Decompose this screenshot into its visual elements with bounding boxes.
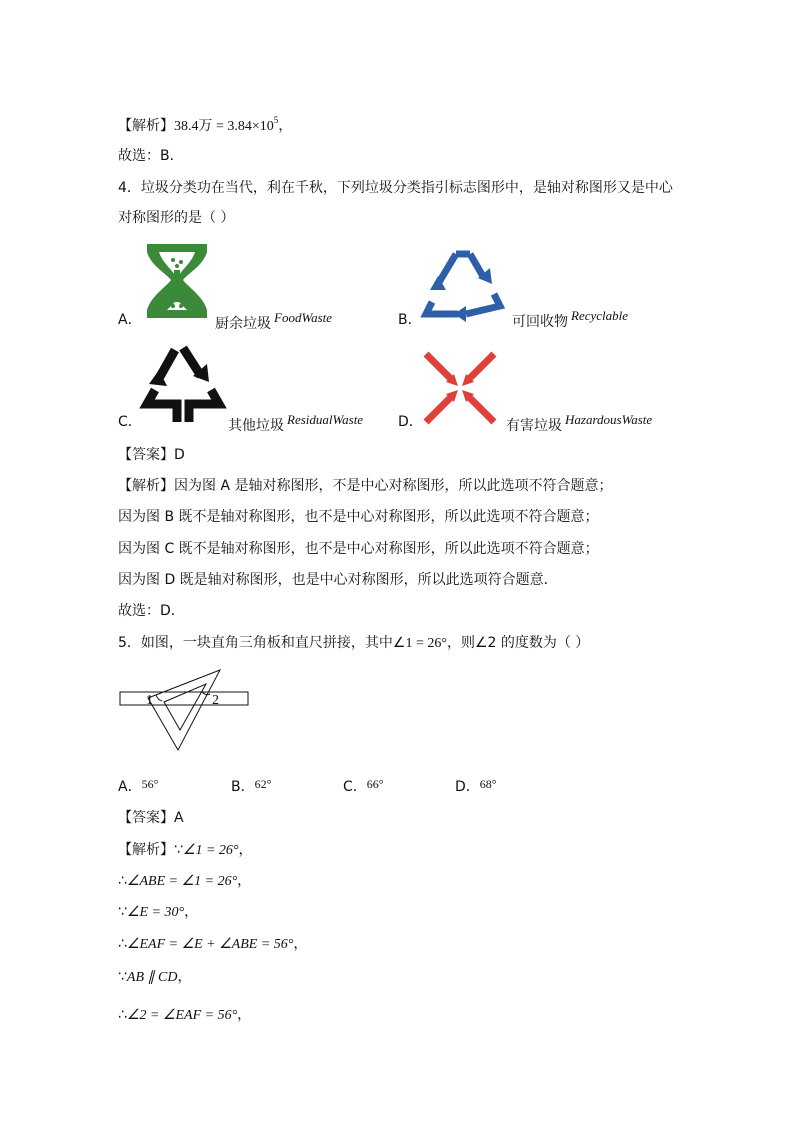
q4-option-d-label: D．: [398, 414, 423, 430]
q5-step: [118, 840, 253, 861]
q5-option-c: [343, 774, 384, 797]
q4-analysis-line: 【解析】因为图 A 是轴对称图形，不是中心对称图形，所以此选项不符合题意；: [118, 478, 613, 494]
caption-en: FoodWaste: [274, 310, 333, 325]
step-expression: ∠ABE = ∠1 = 26°: [126, 874, 238, 889]
analysis-expression: 38.4万 = 3.84×10: [174, 119, 274, 134]
option-value: 66°: [366, 777, 384, 791]
punct: ，: [177, 969, 192, 985]
q5-answer: 【答案】A: [118, 810, 184, 826]
caption-en: HazardousWaste: [565, 412, 653, 427]
q4-answer: 【答案】D: [118, 447, 185, 463]
q4-analysis-line: 因为图 D 既是轴对称图形，也是中心对称图形，所以此选项符合题意．: [118, 572, 558, 588]
stem-text: ，则∠2 的度数为（ ）: [446, 635, 590, 651]
food-waste-icon: [143, 240, 211, 322]
q5-step: [118, 934, 307, 955]
q5-option-a: [118, 774, 158, 797]
residual-waste-icon: [143, 342, 223, 426]
ruler-triangle-figure: [118, 664, 252, 754]
angle-2-label: 2: [212, 693, 219, 708]
prev-analysis: [118, 110, 292, 137]
caption-zh: 有害垃圾: [506, 418, 562, 434]
stem-math: ∠1 = 26°: [392, 636, 447, 651]
q4-choose: 故选：D．: [118, 603, 185, 619]
step-expression: AB ∥ CD: [126, 970, 178, 985]
step-symbol: ∴: [118, 1007, 127, 1023]
caption-zh: 厨余垃圾: [215, 316, 271, 332]
q5-option-b: [231, 774, 271, 797]
q5-stem: [118, 633, 589, 654]
step-expression: ∠EAF = ∠E + ∠ABE = 56°: [126, 937, 294, 952]
step-symbol: ∵: [174, 842, 183, 858]
caption-en: ResidualWaste: [287, 412, 364, 427]
step-symbol: ∵: [118, 904, 127, 920]
step-expression: ∠1 = 26°: [182, 843, 239, 858]
q5-step: [118, 967, 191, 988]
q4-option-a-label: A．: [118, 312, 142, 328]
caption-en: Recyclable: [571, 308, 629, 323]
q4-analysis-line: 因为图 B 既不是轴对称图形，也不是中心对称图形，所以此选项不符合题意；: [118, 509, 599, 525]
q5-option-d: [455, 774, 497, 797]
option-label: A．: [118, 779, 142, 795]
q4-analysis-line: 因为图 C 既不是轴对称图形，也不是中心对称图形，所以此选项不符合题意；: [118, 541, 599, 557]
q5-step: [118, 871, 251, 892]
step-expression: ∠E = 30°: [126, 905, 185, 920]
option-label: C．: [343, 779, 367, 795]
punct: ，: [237, 1007, 252, 1023]
analysis-tag: 【解析】: [118, 842, 174, 858]
q4-stem-line2: 对称图形的是（ ）: [118, 210, 235, 226]
option-value: 56°: [141, 777, 159, 791]
hazardous-waste-icon: [422, 350, 498, 426]
q4-option-b-label: B．: [398, 312, 422, 328]
punct: ，: [237, 873, 252, 889]
option-value: 68°: [479, 777, 497, 791]
q4-option-c-label: C．: [118, 414, 142, 430]
step-symbol: ∴: [118, 936, 127, 952]
q4-option-a-caption: [215, 308, 332, 334]
stem-text: 5．如图，一块直角三角板和直尺拼接，其中: [118, 635, 393, 651]
angle-1-label: 1: [146, 693, 153, 708]
punct: ，: [278, 118, 293, 134]
prev-answer: 故选：B．: [118, 148, 184, 164]
step-expression: ∠2 = ∠EAF = 56°: [126, 1008, 238, 1023]
step-symbol: ∴: [118, 873, 127, 889]
q5-step: [118, 902, 198, 923]
q4-option-c-caption: [228, 410, 363, 436]
punct: ，: [238, 842, 253, 858]
option-label: D．: [455, 779, 480, 795]
q4-option-b-caption: [512, 306, 628, 332]
step-symbol: ∵: [118, 969, 127, 985]
analysis-tag: 【解析】: [118, 118, 174, 134]
q4-stem-line1: 4．垃圾分类功在当代，利在千秋，下列垃圾分类指引标志图形中，是轴对称图形又是中心: [118, 180, 673, 196]
punct: ，: [293, 936, 308, 952]
caption-zh: 可回收物: [512, 314, 568, 330]
option-label: B．: [231, 779, 255, 795]
q4-option-d-caption: [506, 410, 652, 436]
recyclable-icon: [420, 244, 506, 320]
caption-zh: 其他垃圾: [228, 418, 284, 434]
punct: ，: [184, 904, 199, 920]
option-value: 62°: [254, 777, 272, 791]
exponent: 5: [273, 115, 279, 125]
q5-step: [118, 1005, 251, 1026]
